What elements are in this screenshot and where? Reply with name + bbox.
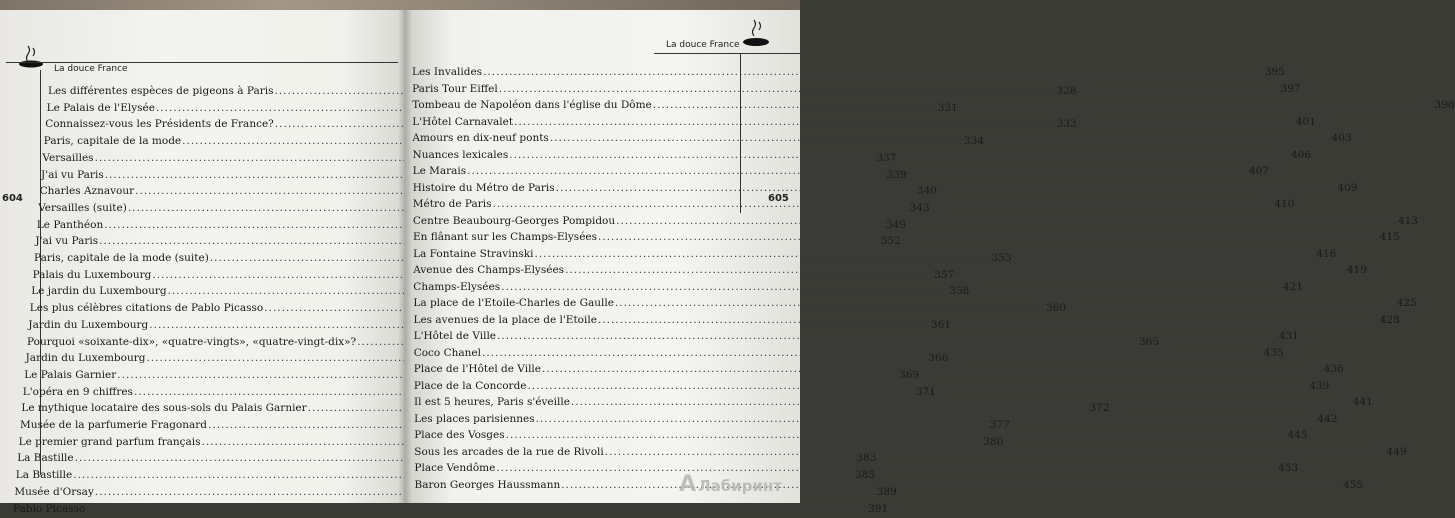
toc-entry-page: 421 xyxy=(1282,280,1303,293)
toc-leader-dots xyxy=(550,132,1331,144)
toc-entry-title: Pablo Picasso xyxy=(13,502,86,515)
toc-entry-page: 419 xyxy=(1346,264,1367,276)
toc-entry-title: Pourquoi «soixante-dix», «quatre-vingts», «quatre-vingt-dix»? xyxy=(27,335,357,348)
toc-leader-dots xyxy=(509,149,1290,161)
toc-entry-page: 435 xyxy=(1263,346,1284,359)
toc-entry-title: Le Palais de l'Elysée xyxy=(46,101,155,114)
toc-leader-dots xyxy=(598,231,1379,243)
toc-leader-dots xyxy=(542,363,1323,375)
toc-entry-page: 360 xyxy=(1046,302,1067,315)
toc-entry-title: Tombeau de Napoléon dans l'église du Dôme xyxy=(412,99,652,111)
toc-entry-page: 453 xyxy=(1278,462,1299,474)
toc-entry-page: 339 xyxy=(886,168,907,181)
toc-entry-page: 428 xyxy=(1379,313,1400,326)
toc-leader-dots xyxy=(499,83,1280,95)
toc-entry-title: Il est 5 heures, Paris s'éveille xyxy=(414,396,570,408)
toc-entry-title: Métro de Paris xyxy=(412,198,492,210)
toc-entry-title: Jardin du Luxembourg xyxy=(28,318,149,331)
toc-entry-page: 445 xyxy=(1287,429,1308,441)
toc-entry-title: Sous les arcades de la rue de Rivoli xyxy=(414,445,604,458)
toc-entry-page: 395 xyxy=(1264,66,1285,78)
toc-entry-title: Histoire du Métro de Paris xyxy=(412,181,555,194)
page-number: 604 xyxy=(2,193,23,204)
toc-entry-page: 366 xyxy=(928,352,949,365)
toc-leader-dots xyxy=(482,347,1263,359)
page-number: 605 xyxy=(768,193,789,204)
toc-entry xyxy=(412,66,1285,81)
toc-entry-page: 416 xyxy=(1316,247,1337,260)
toc-leader-dots xyxy=(653,99,1434,111)
toc-leader-dots xyxy=(534,248,1315,260)
toc-entry-title: Les places parisiennes xyxy=(414,412,535,425)
toc-entry-title: Place Vendôme xyxy=(414,462,496,474)
toc-leader-dots xyxy=(467,165,1248,177)
toc-leader-dots xyxy=(86,503,867,515)
toc-entry-page: 343 xyxy=(909,201,930,214)
toc-entry-page: 380 xyxy=(983,435,1004,448)
toc-leader-dots xyxy=(501,281,1282,293)
toc-entry-title: Jardin du Luxembourg xyxy=(25,352,146,365)
toc-leader-dots xyxy=(598,314,1379,326)
toc-entry-page: 331 xyxy=(937,101,958,114)
toc-entry-page: 371 xyxy=(915,385,936,398)
toc-entry-title: L'Hôtel Carnavalet xyxy=(412,115,514,128)
watermark xyxy=(679,472,782,497)
toc-entry-title: Les avenues de la place de l'Etoile xyxy=(413,313,597,326)
toc-entry-page: 358 xyxy=(949,285,970,298)
toc-entry-title: Le Marais xyxy=(412,165,467,177)
toc-entry-page: 349 xyxy=(886,218,907,231)
toc-entry-title: Place de la Concorde xyxy=(413,379,527,392)
toc-entry-page: 401 xyxy=(1295,115,1316,128)
toc-entry-page: 334 xyxy=(963,135,984,148)
toc-entry-title: La Bastille xyxy=(17,452,74,465)
toc-entry-page: 369 xyxy=(899,368,920,381)
toc-entry-title: Nuances lexicales xyxy=(412,148,509,161)
toc-entry xyxy=(20,419,1010,434)
toc-entry-title: Musée d'Orsay xyxy=(14,485,94,498)
toc-leader-dots xyxy=(493,198,1274,210)
toc-leader-dots xyxy=(571,396,1352,408)
toc-entry-title: La Fontaine Stravinski xyxy=(413,247,534,260)
toc-entry-page: 442 xyxy=(1317,412,1338,425)
book-spine-shadow xyxy=(398,10,412,503)
toc-entry-page: 361 xyxy=(931,318,952,331)
toc-entry-page: 406 xyxy=(1291,148,1312,161)
toc-entry-page: 340 xyxy=(916,185,937,198)
toc-entry-title: La Bastille xyxy=(15,469,73,482)
toc-entry-title: Le jardin du Luxembourg xyxy=(31,285,167,298)
toc-entry-page: 357 xyxy=(934,268,955,281)
toc-leader-dots xyxy=(496,462,1277,474)
toc-leader-dots xyxy=(514,116,1295,131)
toc-leader-dots xyxy=(616,215,1397,227)
toc-entry-title: Centre Beaubourg-Georges Pompidou xyxy=(412,214,616,227)
toc-entry-page: 352 xyxy=(880,235,901,248)
toc-leader-dots xyxy=(565,264,1346,276)
toc-entry-title: Baron Georges Haussmann xyxy=(414,478,561,491)
toc-entry-page: 455 xyxy=(1343,478,1364,491)
toc-entry-title: Place de l'Hôtel de Ville xyxy=(413,363,541,375)
toc-entry-title: Versailles xyxy=(42,151,94,164)
toc-entry-title: Amours en dix-neuf ponts xyxy=(412,132,549,144)
toc-entry-title: Versailles (suite) xyxy=(38,201,127,214)
toc-entry-page: 365 xyxy=(1138,335,1160,348)
toc-entry-title: J'ai vu Paris xyxy=(35,235,99,248)
toc-leader-dots xyxy=(497,330,1278,342)
toc-entry-page: 397 xyxy=(1280,82,1301,95)
toc-entry-title: Place des Vosges xyxy=(414,429,505,441)
toc-entry-page: 409 xyxy=(1337,181,1358,194)
toc-entry-page: 415 xyxy=(1379,231,1400,243)
toc-entry-page: 449 xyxy=(1386,445,1407,458)
toc-entry-title: Avenue des Champs-Elysées xyxy=(413,264,565,276)
toc-entry-title: En flânant sur les Champs-Elysées xyxy=(413,231,598,243)
toc-leader-dots xyxy=(536,413,1317,425)
toc-entry-page: 441 xyxy=(1352,396,1373,408)
toc-entry-title: Paris, capitale de la mode xyxy=(43,135,182,148)
toc-entry-title: Le Panthéon xyxy=(36,218,104,231)
toc-leader-dots xyxy=(506,429,1287,441)
toc-entry-page: 439 xyxy=(1309,379,1330,392)
watermark-logo: A xyxy=(679,472,697,497)
running-header: La douce France xyxy=(666,40,740,50)
toc-entry-title: Les différentes espèces de pigeons à Paris xyxy=(48,85,274,97)
toc-entry-page: 333 xyxy=(1056,118,1077,131)
toc-entry-title: Le premier grand parfum français xyxy=(18,435,201,448)
toc-entry-page: 353 xyxy=(991,252,1012,264)
toc-entry-title: Connaissez-vous les Présidents de France? xyxy=(45,118,274,131)
toc-entry-page: 398 xyxy=(1434,99,1455,111)
toc-entry-title: Les Invalides xyxy=(412,66,483,78)
running-header: La douce France xyxy=(54,64,128,74)
toc-entry-page: 425 xyxy=(1396,297,1417,309)
toc-entry-title: Coco Chanel xyxy=(413,346,481,359)
toc-entry-page: 383 xyxy=(856,452,877,465)
toc-entry-page: 436 xyxy=(1323,363,1344,375)
toc-leader-dots xyxy=(605,446,1386,458)
toc-entry-title: J'ai vu Paris xyxy=(41,168,104,181)
toc-leader-dots xyxy=(556,182,1337,194)
toc-entry-title: Paris, capitale de la mode (suite) xyxy=(34,252,209,264)
toc-entry-title: Champs-Elysées xyxy=(413,280,501,293)
toc-entry xyxy=(13,502,889,518)
toc-entry-title: Palais du Luxembourg xyxy=(32,268,152,281)
toc-entry-title: La place de l'Etoile-Charles de Gaulle xyxy=(413,297,614,309)
toc-entry xyxy=(17,452,877,467)
toc-entry-page: 389 xyxy=(876,485,897,498)
toc-entry-title: L'opéra en 9 chiffres xyxy=(22,385,133,398)
toc-entry-title: L'Hôtel de Ville xyxy=(413,330,497,342)
toc-entry-title: Les plus célèbres citations de Pablo Picasso xyxy=(29,302,264,315)
toc-entry-page: 337 xyxy=(876,151,897,164)
toc-entry-page: 431 xyxy=(1278,330,1299,342)
toc-entry-title: Charles Aznavour xyxy=(39,185,135,198)
toc-leader-dots xyxy=(615,297,1396,309)
toc-leader-dots xyxy=(483,66,1264,78)
toc-entry-page: 410 xyxy=(1274,198,1295,210)
toc-entry-title: Le Palais Garnier xyxy=(24,368,117,381)
toc-entry-title: Musée de la parfumerie Fragonard xyxy=(20,419,208,431)
toc-leader-dots xyxy=(528,380,1309,392)
toc-entry-page: 385 xyxy=(855,469,876,482)
toc-entry-page: 413 xyxy=(1397,214,1418,227)
toc-entry xyxy=(15,469,876,484)
toc-entry-page: 403 xyxy=(1331,132,1352,144)
toc-entry-title: Paris Tour Eiffel xyxy=(412,82,498,95)
toc-entry-page: 407 xyxy=(1248,165,1269,177)
toc-entry-page: 328 xyxy=(1056,85,1077,97)
toc-entry-page: 391 xyxy=(868,502,889,515)
toc-entry-title: Le mythique locataire des sous-sols du Palais Garnier xyxy=(21,402,307,415)
watermark-text: Лабиринт xyxy=(698,477,782,495)
toc-entry-page: 372 xyxy=(1089,402,1110,415)
toc-entry-page: 377 xyxy=(989,419,1010,431)
